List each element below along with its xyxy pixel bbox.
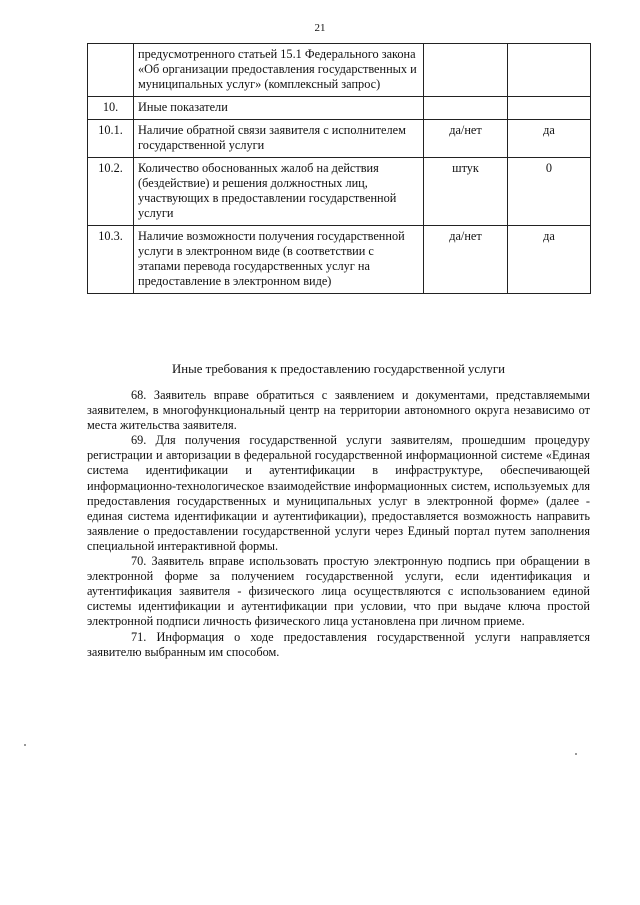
unit-cell: [424, 44, 508, 97]
unit-cell: да/нет: [424, 120, 508, 158]
paragraph-68: 68. Заявитель вправе обратиться с заявлением и документами, представляемыми заявителем, в многофункциональный центр на территории автономного округа независимо от места жительства заявителя.: [87, 388, 590, 433]
table-row: [88, 158, 591, 226]
paragraph-70: 70. Заявитель вправе использовать простую электронную подпись при обращении в электронной форме за получением государственной услуги, если идентификация и аутентификация заявителя - физического лица осуществляются с использованием единой системы идентификации и аутентификации при условии, что при выдаче ключа простой электронной подписи личность физического лица установлена при личном приеме.: [87, 554, 590, 629]
scan-speck: [24, 744, 26, 746]
row-number: 10.1.: [88, 120, 134, 158]
row-number: 10.2.: [88, 158, 134, 226]
row-number: 10.: [88, 97, 134, 120]
value-cell: [508, 44, 591, 97]
unit-cell: [424, 97, 508, 120]
indicator-name: предусмотренного статьей 15.1 Федерального закона «Об организации предоставления государственных и муниципальных услуг» (комплексный запрос): [134, 44, 424, 97]
paragraph-71: 71. Информация о ходе предоставления государственной услуги направляется заявителю выбранным им способом.: [87, 629, 590, 659]
value-cell: 0: [508, 158, 591, 226]
table-row: [88, 44, 591, 97]
unit-cell: штук: [424, 158, 508, 226]
value-cell: [508, 97, 591, 120]
indicator-name: Наличие обратной связи заявителя с исполнителем государственной услуги: [134, 120, 424, 158]
value-cell: да: [508, 120, 591, 158]
indicator-name: Количество обоснованных жалоб на действия (бездействие) и решения должностных лиц, участвующих в предоставлении государственной услуги: [134, 158, 424, 226]
page-number: 21: [314, 22, 326, 34]
table-row: [88, 226, 591, 294]
indicator-name: Иные показатели: [134, 97, 424, 120]
row-number: 10.3.: [88, 226, 134, 294]
scan-speck: [575, 753, 577, 755]
section-heading: Иные требования к предоставлению государственной услуги: [172, 362, 505, 376]
paragraph-69: 69. Для получения государственной услуги заявителям, прошедшим процедуру регистрации и авторизации в федеральной государственной информационной системе «Единая система идентификации и аутентификации в инфраструктуре, обеспечивающей информационно-технологическое взаимодействие информационных систем, используемых для предоставления государственных и муниципальных услуг в электронной форме» (далее - единая система идентификации и аутентификации), предоставляется возможность направить заявление о предоставлении государственной услуги через Единый портал путем заполнения специальной интерактивной формы.: [87, 433, 590, 553]
unit-cell: да/нет: [424, 226, 508, 294]
table-row: [88, 97, 591, 120]
value-cell: да: [508, 226, 591, 294]
table-row: [88, 120, 591, 158]
indicators-table: [87, 43, 591, 294]
section-body: [87, 388, 590, 660]
row-number: [88, 44, 134, 97]
indicator-name: Наличие возможности получения государственной услуги в электронном виде (в соответствии с этапами перевода государственных услуг на предоставление в электронном виде): [134, 226, 424, 294]
